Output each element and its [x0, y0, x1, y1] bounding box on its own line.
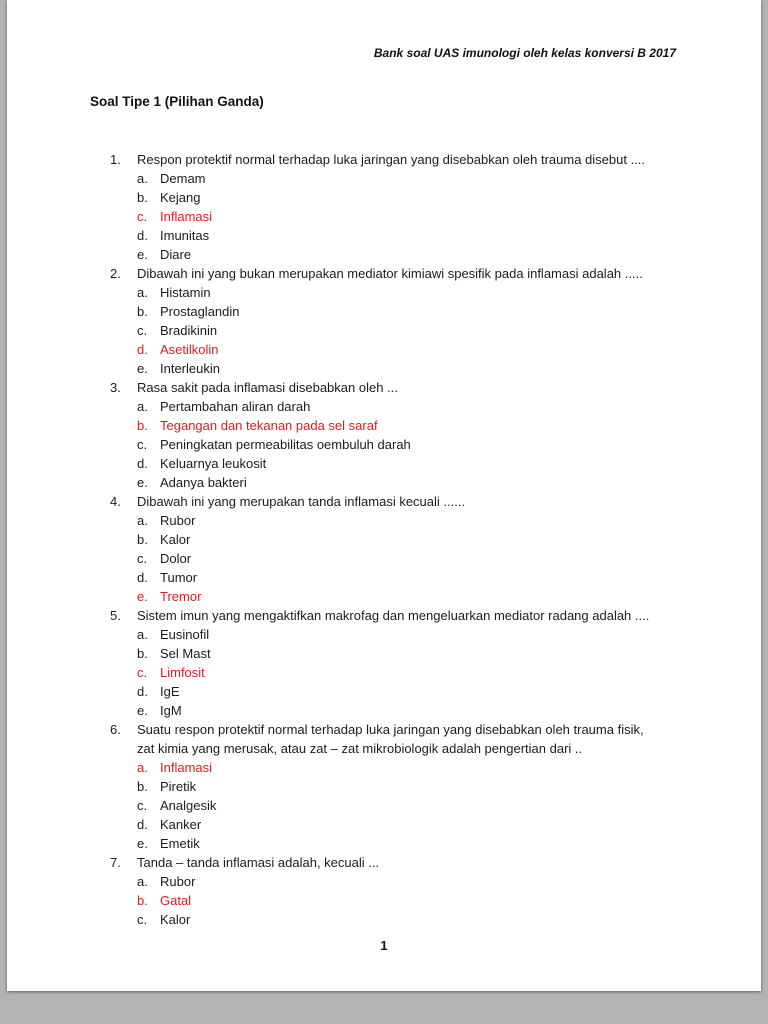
- page-title: Soal Tipe 1 (Pilihan Ganda): [90, 94, 264, 109]
- question-item: [7, 492, 761, 606]
- option-letter: b.: [137, 893, 148, 908]
- page-number: 1: [380, 938, 388, 953]
- option-letter: b.: [137, 532, 148, 547]
- question-number: 4.: [110, 494, 121, 509]
- answer-option: [7, 568, 761, 587]
- answer-option: [7, 587, 761, 606]
- question-item: [7, 264, 761, 378]
- question-item: [7, 606, 761, 720]
- option-letter: c.: [137, 209, 148, 224]
- option-letter: e.: [137, 703, 148, 718]
- option-letter: d.: [137, 817, 148, 832]
- option-text: Tremor: [160, 589, 202, 604]
- option-text: Inflamasi: [160, 209, 213, 224]
- answer-option: [7, 796, 761, 815]
- option-text: Diare: [160, 247, 192, 262]
- question-text: Tanda – tanda inflamasi adalah, kecuali ...: [137, 855, 380, 870]
- answer-option: [7, 777, 761, 796]
- option-text: Piretik: [160, 779, 197, 794]
- question-text-row: [7, 853, 761, 872]
- option-letter: e.: [137, 361, 148, 376]
- answer-option: [7, 910, 761, 929]
- answer-option: [7, 701, 761, 720]
- option-letter: d.: [137, 684, 148, 699]
- option-letter: a.: [137, 627, 148, 642]
- option-text: Pertambahan aliran darah: [160, 399, 311, 414]
- option-text: Prostaglandin: [160, 304, 240, 319]
- answer-option: [7, 245, 761, 264]
- option-letter: d.: [137, 570, 148, 585]
- option-text: Bradikinin: [160, 323, 218, 338]
- question-list: [7, 150, 761, 929]
- answer-option: [7, 416, 761, 435]
- answer-option: [7, 302, 761, 321]
- answer-option: [7, 188, 761, 207]
- question-text: Sistem imun yang mengaktifkan makrofag dan mengeluarkan mediator radang adalah ....: [137, 608, 650, 623]
- option-text: Emetik: [160, 836, 200, 851]
- option-letter: a.: [137, 760, 148, 775]
- option-text: Kanker: [160, 817, 202, 832]
- option-text: Asetilkolin: [160, 342, 219, 357]
- answer-option: [7, 340, 761, 359]
- answer-option: [7, 625, 761, 644]
- option-text: Imunitas: [160, 228, 210, 243]
- question-item: [7, 150, 761, 264]
- option-letter: c.: [137, 798, 148, 813]
- question-text: Dibawah ini yang merupakan tanda inflamasi kecuali ......: [137, 494, 466, 509]
- question-text: Rasa sakit pada inflamasi disebabkan oleh ...: [137, 380, 398, 395]
- option-letter: e.: [137, 836, 148, 851]
- question-item: [7, 378, 761, 492]
- answer-option: [7, 834, 761, 853]
- option-text: Adanya bakteri: [160, 475, 247, 490]
- question-number: 3.: [110, 380, 121, 395]
- option-text: Eusinofil: [160, 627, 210, 642]
- option-text: Histamin: [160, 285, 211, 300]
- option-text: Analgesik: [160, 798, 217, 813]
- answer-option: [7, 283, 761, 302]
- answer-option: [7, 207, 761, 226]
- option-text: Sel Mast: [160, 646, 211, 661]
- answer-option: [7, 530, 761, 549]
- option-letter: c.: [137, 912, 148, 927]
- option-letter: c.: [137, 323, 148, 338]
- option-letter: a.: [137, 285, 148, 300]
- question-number: 5.: [110, 608, 121, 623]
- option-letter: c.: [137, 665, 148, 680]
- option-letter: e.: [137, 475, 148, 490]
- question-number: 7.: [110, 855, 121, 870]
- option-text: Peningkatan permeabilitas oembuluh darah: [160, 437, 411, 452]
- option-text: Kalor: [160, 532, 191, 547]
- question-text-row: [7, 720, 761, 758]
- option-text: Keluarnya leukosit: [160, 456, 267, 471]
- option-letter: a.: [137, 513, 148, 528]
- option-letter: b.: [137, 646, 148, 661]
- option-letter: b.: [137, 779, 148, 794]
- question-text-row: [7, 378, 761, 397]
- question-item: [7, 853, 761, 929]
- option-letter: a.: [137, 399, 148, 414]
- question-text-row: [7, 150, 761, 169]
- option-text: Tumor: [160, 570, 198, 585]
- option-letter: b.: [137, 418, 148, 433]
- option-letter: c.: [137, 551, 148, 566]
- answer-option: [7, 454, 761, 473]
- answer-option: [7, 321, 761, 340]
- question-text: Suatu respon protektif normal terhadap luka jaringan yang disebabkan oleh trauma fisik, zat kimia yang merusak, atau zat – zat mikrobiologik adalah pengertian dari ..: [137, 722, 644, 756]
- answer-option: [7, 169, 761, 188]
- answer-option: [7, 644, 761, 663]
- option-letter: d.: [137, 456, 148, 471]
- option-text: Interleukin: [160, 361, 220, 376]
- option-letter: d.: [137, 342, 148, 357]
- option-letter: b.: [137, 190, 148, 205]
- option-text: Rubor: [160, 874, 196, 889]
- answer-option: [7, 397, 761, 416]
- option-letter: b.: [137, 304, 148, 319]
- option-text: Kalor: [160, 912, 191, 927]
- answer-option: [7, 549, 761, 568]
- option-letter: e.: [137, 589, 148, 604]
- option-text: Tegangan dan tekanan pada sel saraf: [160, 418, 378, 433]
- option-text: IgE: [160, 684, 180, 699]
- answer-option: [7, 682, 761, 701]
- question-text: Dibawah ini yang bukan merupakan mediator kimiawi spesifik pada inflamasi adalah .....: [137, 266, 643, 281]
- question-text-row: [7, 264, 761, 283]
- option-text: Demam: [160, 171, 206, 186]
- answer-option: [7, 872, 761, 891]
- option-letter: c.: [137, 437, 148, 452]
- answer-option: [7, 815, 761, 834]
- question-text-row: [7, 492, 761, 511]
- option-text: Kejang: [160, 190, 201, 205]
- question-text: Respon protektif normal terhadap luka jaringan yang disebabkan oleh trauma disebut ....: [137, 152, 646, 167]
- option-text: Rubor: [160, 513, 196, 528]
- question-number: 2.: [110, 266, 121, 281]
- document-header: Bank soal UAS imunologi oleh kelas konversi B 2017: [373, 46, 676, 60]
- answer-option: [7, 891, 761, 910]
- answer-option: [7, 663, 761, 682]
- question-number: 6.: [110, 722, 121, 737]
- question-text-row: [7, 606, 761, 625]
- answer-option: [7, 758, 761, 777]
- answer-option: [7, 359, 761, 378]
- answer-option: [7, 226, 761, 245]
- answer-option: [7, 511, 761, 530]
- option-text: IgM: [160, 703, 182, 718]
- option-letter: e.: [137, 247, 148, 262]
- option-text: Inflamasi: [160, 760, 213, 775]
- option-letter: a.: [137, 874, 148, 889]
- option-text: Gatal: [160, 893, 192, 908]
- document-page: [7, 0, 761, 991]
- question-number: 1.: [110, 152, 121, 167]
- question-item: [7, 720, 761, 853]
- option-text: Limfosit: [160, 665, 205, 680]
- answer-option: [7, 473, 761, 492]
- answer-option: [7, 435, 761, 454]
- option-text: Dolor: [160, 551, 192, 566]
- option-letter: a.: [137, 171, 148, 186]
- option-letter: d.: [137, 228, 148, 243]
